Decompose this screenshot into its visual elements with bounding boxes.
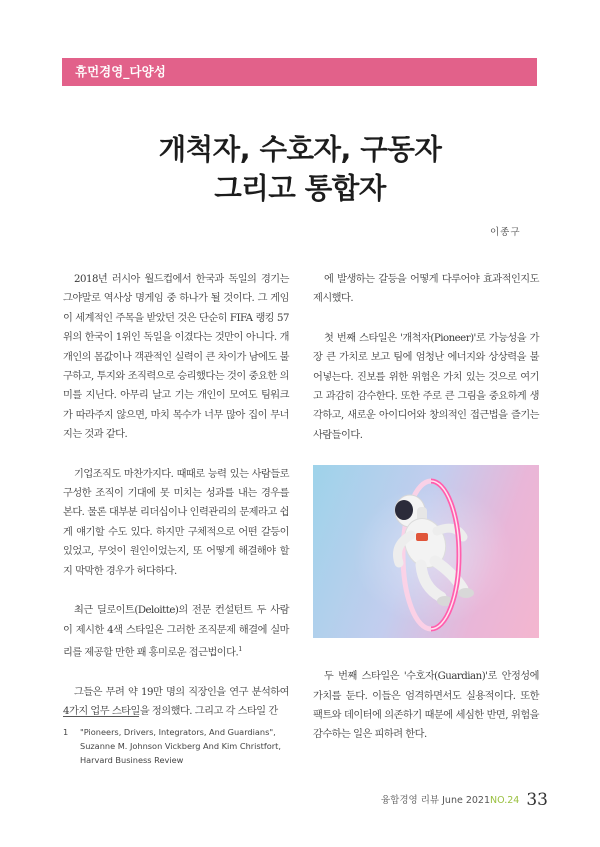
- category-label: 휴먼경영_다양성: [75, 64, 166, 79]
- footnote-text: "Pioneers, Drivers, Integrators, And Guardians", Suzanne M. Johnson Vickberg And Kim Christfort, Harvard Business Review: [80, 727, 281, 765]
- footnote-number: 1: [63, 727, 69, 737]
- title-line-1: 개척자, 수호자, 구동자: [158, 133, 442, 166]
- magazine-name: 융합경영 리뷰: [381, 795, 440, 806]
- left-column: [63, 270, 289, 742]
- issue-number: NO.24: [490, 795, 520, 806]
- right-column: [313, 270, 539, 765]
- page-number: 33: [526, 790, 548, 810]
- category-banner: [62, 58, 537, 86]
- astronaut-illustration: [313, 465, 539, 638]
- paragraph: 첫 번째 스타일은 '개척자(Pioneer)'로 가능성을 가장 큰 가치로 보고 팀에 엄청난 에너지와 상상력을 불어넣는다. 진보를 위한 위험은 가치 있는 것으로 여기고 과감히 감수한다. 또한 주로 큰 그림을 중요하게 생각하고, 새로운 아이디어와 창의적인 접근법을 즐기는 사람들이다.: [313, 332, 539, 441]
- paragraph: 에 발생하는 갈등을 어떻게 다루어야 효과적인지도 제시했다.: [313, 274, 539, 305]
- footnote-ref[interactable]: 1: [238, 644, 242, 653]
- title-line-2: 그리고 통합자: [214, 172, 386, 205]
- astronaut-ring-photo: [313, 465, 539, 638]
- paragraph: 그들은 무려 약 19만 명의 직장인을 연구 분석하여 4가지 업무 스타일을 정의했다. 그리고 각 스타일 간: [63, 686, 289, 718]
- footnote: [63, 725, 295, 767]
- paragraph: 두 번째 스타일은 '수호자(Guardian)'로 안정성에 가치를 둔다. 이들은 엄격하면서도 실용적이다. 또한 팩트와 데이터에 의존하기 때문에 세심한 반면, 위험을 감수하는 일은 피하려 한다.: [313, 671, 539, 741]
- issue-date: June 2021: [442, 795, 491, 806]
- paragraph: 2018년 러시아 월드컵에서 한국과 독일의 경기는 그야말로 역사상 명게임 중 하나가 될 것이다. 그 게임이 세계적인 주목을 받았던 것은 단순히 FIFA 랭킹 57위의 한국이 1위인 독일을 이겼다는 것만이 아니다. 개개인의 몸값이나 객관적인 실력이 큰 차이가 남에도 불구하고, 투지와 조직력으로 승리했다는 것이 중요한 의미를 지닌다. 아무리 날고 기는 개인이 모여도 팀워크가 따라주지 않으면, 마치 목수가 너무 많아 집이 무너지는 것과 같다.: [63, 274, 289, 441]
- paragraph: 기업조직도 마찬가지다. 때때로 능력 있는 사람들로 구성한 조직이 기대에 못 미치는 성과를 내는 경우를 본다. 물론 대부분 리더십이나 인력관리의 문제라고 쉽게 얘기할 수도 있다. 하지만 구체적으로 어떤 갈등이 있었고, 무엇이 원인이었는지, 또 어떻게 해결해야 할지 막막한 경우가 허다하다.: [63, 468, 289, 577]
- page-footer: [381, 790, 548, 810]
- paragraph: 최근 딜로이트(Deloitte)의 전문 컨설턴트 두 사람이 제시한 4색 스타일은 그러한 조직문제 해결에 실마리를 제공할 만한 꽤 흥미로운 접근법이다.$^1$: [63, 605, 289, 659]
- article-title: [0, 130, 600, 208]
- footnote-divider: [63, 716, 139, 717]
- author-name: 이종구: [490, 227, 521, 238]
